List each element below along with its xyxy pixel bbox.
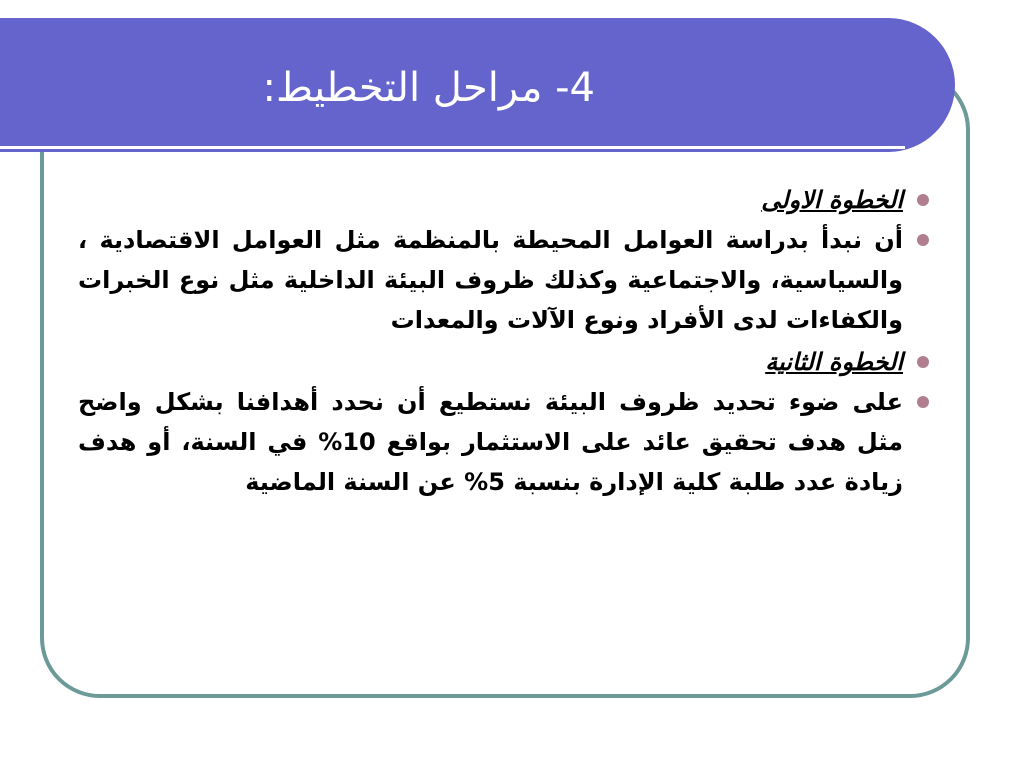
step-one-heading-item [78,180,943,220]
title-bar [0,18,955,152]
step-one-body-item [78,220,943,340]
step-two-heading-item [78,342,943,382]
bullet-icon [917,194,929,206]
step-two-body: على ضوء تحديد ظروف البيئة نستطيع أن نحدد أهدافنا بشكل واضح مثل هدف تحقيق عائد على الاستثمار بواقع 10% في السنة، أو هدف زيادة عدد طلبة كلية الإدارة بنسبة 5% عن السنة الماضية [78,388,903,496]
step-two-heading: الخطوة الثانية [765,348,903,376]
step-one-heading: الخطوة الاولى [761,186,903,214]
content-area [78,180,943,502]
bullet-icon [917,396,929,408]
bullet-icon [917,356,929,368]
step-two-body-item [78,382,943,502]
title-underline-rule [0,146,905,149]
step-one-body: أن نبدأ بدراسة العوامل المحيطة بالمنظمة مثل العوامل الاقتصادية ، والسياسية، والاجتماعية وكذلك ظروف البيئة الداخلية مثل نوع الخبرات والكفاءات لدى الأفراد ونوع الآلات والمعدات [78,226,903,334]
bullet-icon [917,234,929,246]
slide-title: 4- مراحل التخطيط: [262,65,595,111]
